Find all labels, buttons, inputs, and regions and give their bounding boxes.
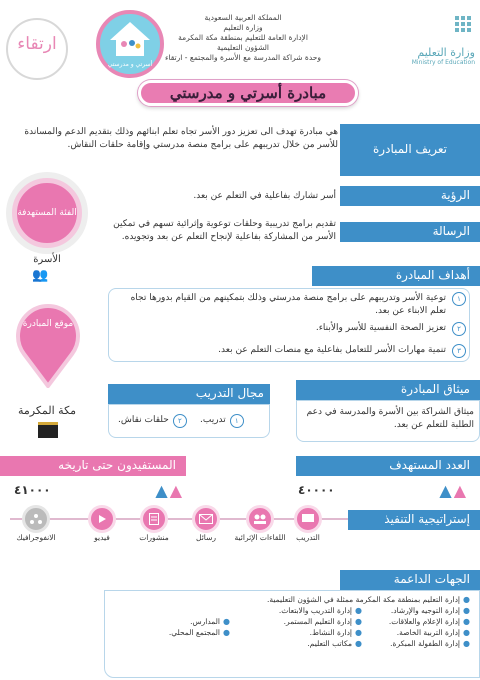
strategy-item: [8, 505, 64, 542]
support-item: ● المجتمع المحلي.: [120, 627, 230, 638]
goal-item: [116, 344, 466, 358]
target-category-badge: [12, 178, 82, 248]
map-pin-icon: [8, 304, 88, 388]
vision-text: أسر تشارك بفاعلية في التعلم عن بعد.: [193, 191, 336, 201]
support-item: ● إدارة الطفولة المبكرة.: [230, 638, 470, 649]
target-count-row: [298, 480, 468, 500]
location-pin: [8, 304, 88, 384]
strategy-heading: إستراتيجية التنفيذ: [348, 510, 480, 530]
support-item: ● إدارة التعليم المستمر.: [242, 616, 362, 627]
header-line: وزارة التعليم: [223, 23, 263, 32]
goal-text: تعزيز الصحة النفسية للأسر والأبناء.: [315, 323, 446, 333]
beneficiaries-value: ٤١٠٠٠: [14, 483, 51, 497]
support-item: ● المدارس.: [120, 616, 230, 627]
strategy-label: فيديو: [94, 533, 110, 542]
strategy-item: [232, 505, 288, 542]
header-text: [148, 13, 338, 63]
ministry-logo: [403, 12, 475, 66]
training-heading: مجال التدريب: [195, 386, 264, 400]
support-heading: الجهات الداعمة: [393, 572, 470, 586]
family-icon: ▲▲: [439, 480, 468, 500]
document-icon: [140, 505, 168, 533]
training-item: [118, 414, 187, 428]
definition-text: هي مبادرة تهدف الى تعزيز دور الأسر تجاه تعلم ابنائهم وذلك بتقديم الدعم والمساندة للأسر من خلال تدريبهم على برامج منصة مدرستي وإقامة حلقات النقاش.: [24, 127, 338, 150]
location-value: مكة المكرمة: [17, 404, 77, 417]
strategy-item: [178, 505, 234, 542]
strategy-label: منشورات: [139, 533, 169, 542]
definition-heading: تعريف المبادرة: [373, 142, 447, 156]
strategy-item: [280, 505, 336, 542]
ministry-emblem-icon: [403, 12, 475, 42]
strategy-label: الانفوجرافيك: [16, 533, 56, 542]
goal-number: ١: [452, 292, 466, 306]
goal-text: توعية الأسر وتدريبهم على برامج منصة مدرستي وذلك بتمكينهم من القيام بدورها تجاه تعلم الابناء عن بعد.: [130, 293, 446, 316]
strategy-item: [74, 505, 130, 542]
charter-text: ميثاق الشراكة بين الأسرة والمدرسة في دعم الطلبة للتعلم عن بعد.: [306, 407, 474, 430]
goal-text: تنمية مهارات الأسر للتعامل بفاعلية مع منصات التعلم عن بعد.: [218, 345, 446, 355]
irtiqa-logo-text: ارتقاء: [17, 34, 57, 54]
training-item: [200, 414, 244, 428]
support-item: ● إدارة التربية الخاصة.: [230, 627, 470, 638]
support-item: ● إدارة التدريب والابتعاث.: [242, 605, 362, 616]
training-number: ١: [230, 414, 244, 428]
goal-item: [116, 292, 466, 318]
support-item: ● مكاتب التعليم.: [242, 638, 362, 649]
charter-heading: ميثاق المبادرة: [400, 382, 470, 396]
initiative-logo-text: أسرتي و مدرستي: [107, 61, 153, 68]
irtiqa-logo: [6, 18, 68, 80]
target-category-value: الأسرة: [33, 254, 61, 265]
training-text: تدريب.: [200, 415, 226, 425]
header-line: المملكة العربية السعودية: [204, 13, 282, 22]
support-item: ● إدارة التعليم بمنطقة مكة المكرمة ممثلة في الشؤون التعليمية.: [230, 594, 470, 605]
mission-text: تقديم برامج تدريبية وحلقات توعوية وإثرائية تسهم في تمكين الأسر من المشاركة بفاعلية لإنجاح التعلم عن بعد وتجويده.: [113, 219, 336, 242]
infographic-icon: [22, 505, 50, 533]
ministry-name-en: Ministry of Education: [411, 59, 475, 66]
strategy-item: [126, 505, 182, 542]
support-column-2: [242, 605, 362, 649]
support-item: ● إدارة الإعلام والعلاقات.: [230, 616, 470, 627]
goal-number: ٢: [452, 322, 466, 336]
support-item: ● إدارة التوجيه والإرشاد.: [230, 605, 470, 616]
meeting-icon: [246, 505, 274, 533]
header-line: وحدة شراكة المدرسة مع الأسرة والمجتمع - ارتقاء: [164, 53, 322, 62]
location-label: موقع المبادرة: [22, 319, 74, 329]
page-title: مبادرة أسرتي و مدرستي: [138, 80, 358, 106]
strategy-label: التدريب: [296, 533, 320, 542]
training-number: ٢: [173, 414, 187, 428]
beneficiaries-heading: المستفيدون حتى تاريخه: [0, 456, 186, 476]
ministry-name-ar: وزارة التعليم: [417, 46, 475, 59]
target-count-value: ٤٠٠٠٠: [298, 483, 335, 497]
goal-number: ٣: [452, 344, 466, 358]
family-icon: ▲▲: [155, 480, 184, 500]
initiative-logo: [96, 10, 164, 78]
envelope-icon: [192, 505, 220, 533]
mission-heading: الرسالة: [340, 222, 480, 242]
header-line: الشؤون التعليمية: [216, 43, 270, 52]
vision-heading: الرؤية: [340, 186, 480, 206]
group-icon: 👥: [32, 268, 49, 283]
header-line: الإدارة العامة للتعليم بمنطقة مكة المكرمة: [178, 33, 308, 42]
strategy-label: رسائل: [196, 533, 216, 542]
support-item: ● إدارة النشاط.: [242, 627, 362, 638]
target-count-heading: العدد المستهدف: [296, 456, 480, 476]
goal-item: [116, 322, 466, 336]
strategy-label: اللقاءات الإثرائية: [234, 533, 286, 542]
training-board-icon: [294, 505, 322, 533]
training-text: حلقات نقاش.: [118, 415, 169, 425]
play-video-icon: [88, 505, 116, 533]
beneficiaries-row: [14, 480, 184, 500]
target-category-label: الفئة المستهدفة: [17, 208, 77, 218]
goals-heading: أهداف المبادرة: [395, 268, 470, 282]
kaaba-icon: [38, 422, 58, 438]
support-column-3: [120, 616, 230, 638]
